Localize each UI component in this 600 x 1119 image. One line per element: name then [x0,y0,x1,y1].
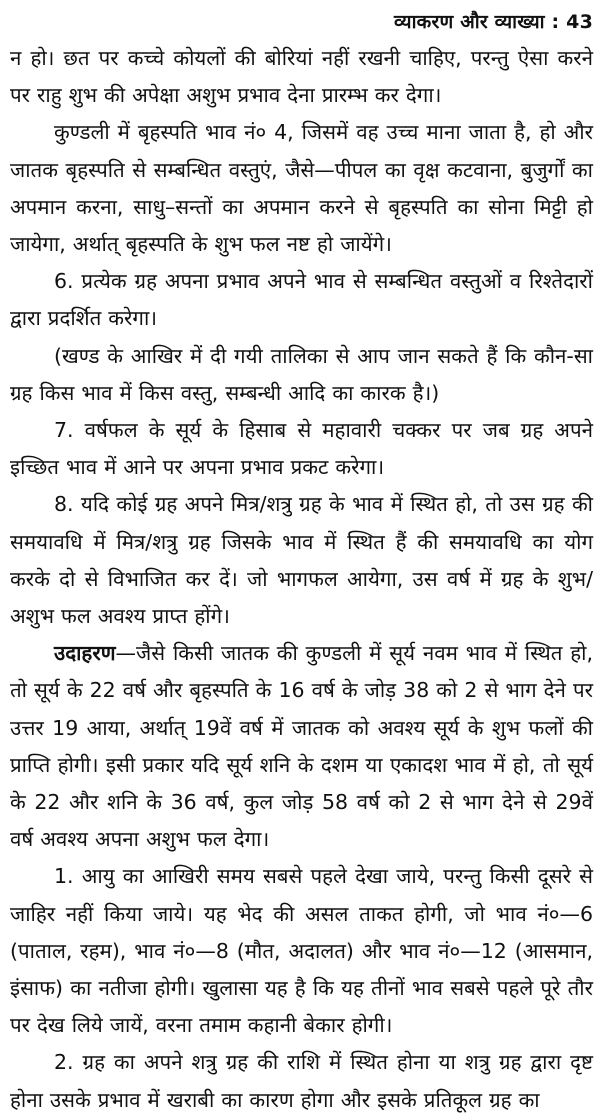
paragraph-text: 7. वर्षफल के सूर्य के हिसाब से महावारी चक्कर पर जब ग्रह अपने इच्छित भाव में आने पर अपना प्रभाव प्रकट करेगा। [10,418,593,480]
paragraph-example [10,635,593,858]
running-header: व्याकरण और व्याख्या : 43 [394,11,593,33]
paragraph-text: 8. यदि कोई ग्रह अपने मित्र/शत्रु ग्रह के भाव में स्थित हो, तो उस ग्रह की समयावधि में मित्र/शत्रु ग्रह जिसके भाव में स्थित हैं की समयावधि का योग करके दो से विभाजित कर दें। जो भागफल आयेगा, उस वर्ष में ग्रह के शुभ/अशुभ फल अवश्य प्राप्त होंगे। [10,492,593,629]
paragraph-text: 2. ग्रह का अपने शत्रु ग्रह की राशि में स्थित होना या शत्रु ग्रह द्वारा दृष्ट होना उसके प्रभाव में खराबी का कारण होगा और इसके प्रतिकूल ग्रह का [10,1050,593,1112]
paragraph-point-7 [10,412,593,486]
paragraph-text: (खण्ड के आखिर में दी गयी तालिका से आप जान सकते हैं कि कौन-सा ग्रह किस भाव में किस वस्तु, सम्बन्धी आदि का कारक है।) [10,343,593,405]
paragraph-point-8 [10,486,593,635]
paragraph-table-note [10,338,593,412]
paragraph-text: न हो। छत पर कच्चे कोयलों की बोरियां नहीं रखनी चाहिए, परन्तु ऐसा करने पर राहु शुभ की अपेक्षा अशुभ प्रभाव देना प्रारम्भ कर देगा। [10,46,593,108]
paragraph-jupiter-house-4 [10,114,593,263]
paragraph-text: 1. आयु का आखिरी समय सबसे पहले देखा जाये, परन्तु किसी दूसरे से जाहिर नहीं किया जाये। यह भेद की असल ताकत होगी, जो भाव नं०—6 (पाताल, रहम), भाव नं०—8 (मौत, अदालत) और भाव नं०—12 (आसमान, इंसाफ) का नतीजा होगी। खुलासा यह है कि यह तीनों भाव सबसे पहले पूरे तौर पर देख लिये जायें, वरना तमाम कहानी बेकार होगी। [10,864,593,1038]
paragraph-rahu-continuation [10,40,593,114]
paragraph-point-2-enemy-planet [10,1044,593,1118]
book-page [10,0,593,1119]
paragraph-text: —जैसे किसी जातक की कुण्डली में सूर्य नवम भाव में स्थित हो, तो सूर्य के 22 वर्ष और बृहस्पति के 16 वर्ष के जोड़ 38 को 2 से भाग देने पर उत्तर 19 आया, अर्थात् 19वें वर्ष में जातक को अवश्य सूर्य के शुभ फलों की प्राप्ति होगी। इसी प्रकार यदि सूर्य शनि के दशम या एकादश भाव में हो, तो सूर्य के 22 और शनि के 36 वर्ष, कुल जोड़ 58 वर्ष को 2 से भाग देने से 29वें वर्ष अवश्य अपना अशुभ फल देगा। [10,641,593,852]
example-label: उदाहरण [54,641,116,666]
paragraph-text: 6. प्रत्येक ग्रह अपना प्रभाव अपने भाव से सम्बन्धित वस्तुओं व रिश्तेदारों द्वारा प्रदर्शित करेगा। [10,269,593,331]
paragraph-point-6 [10,263,593,337]
paragraph-point-1-lifespan [10,858,593,1044]
paragraph-text: कुण्डली में बृहस्पति भाव नं० 4, जिसमें वह उच्च माना जाता है, हो और जातक बृहस्पति से सम्बन्धित वस्तुएं, जैसे—पीपल का वृक्ष कटवाना, बुजुर्गों का अपमान करना, साधु–सन्तों का अपमान करने से बृहस्पति का सोना मिट्टी हो जायेगा, अर्थात् बृहस्पति के शुभ फल नष्ट हो जायेंगे। [10,120,593,257]
